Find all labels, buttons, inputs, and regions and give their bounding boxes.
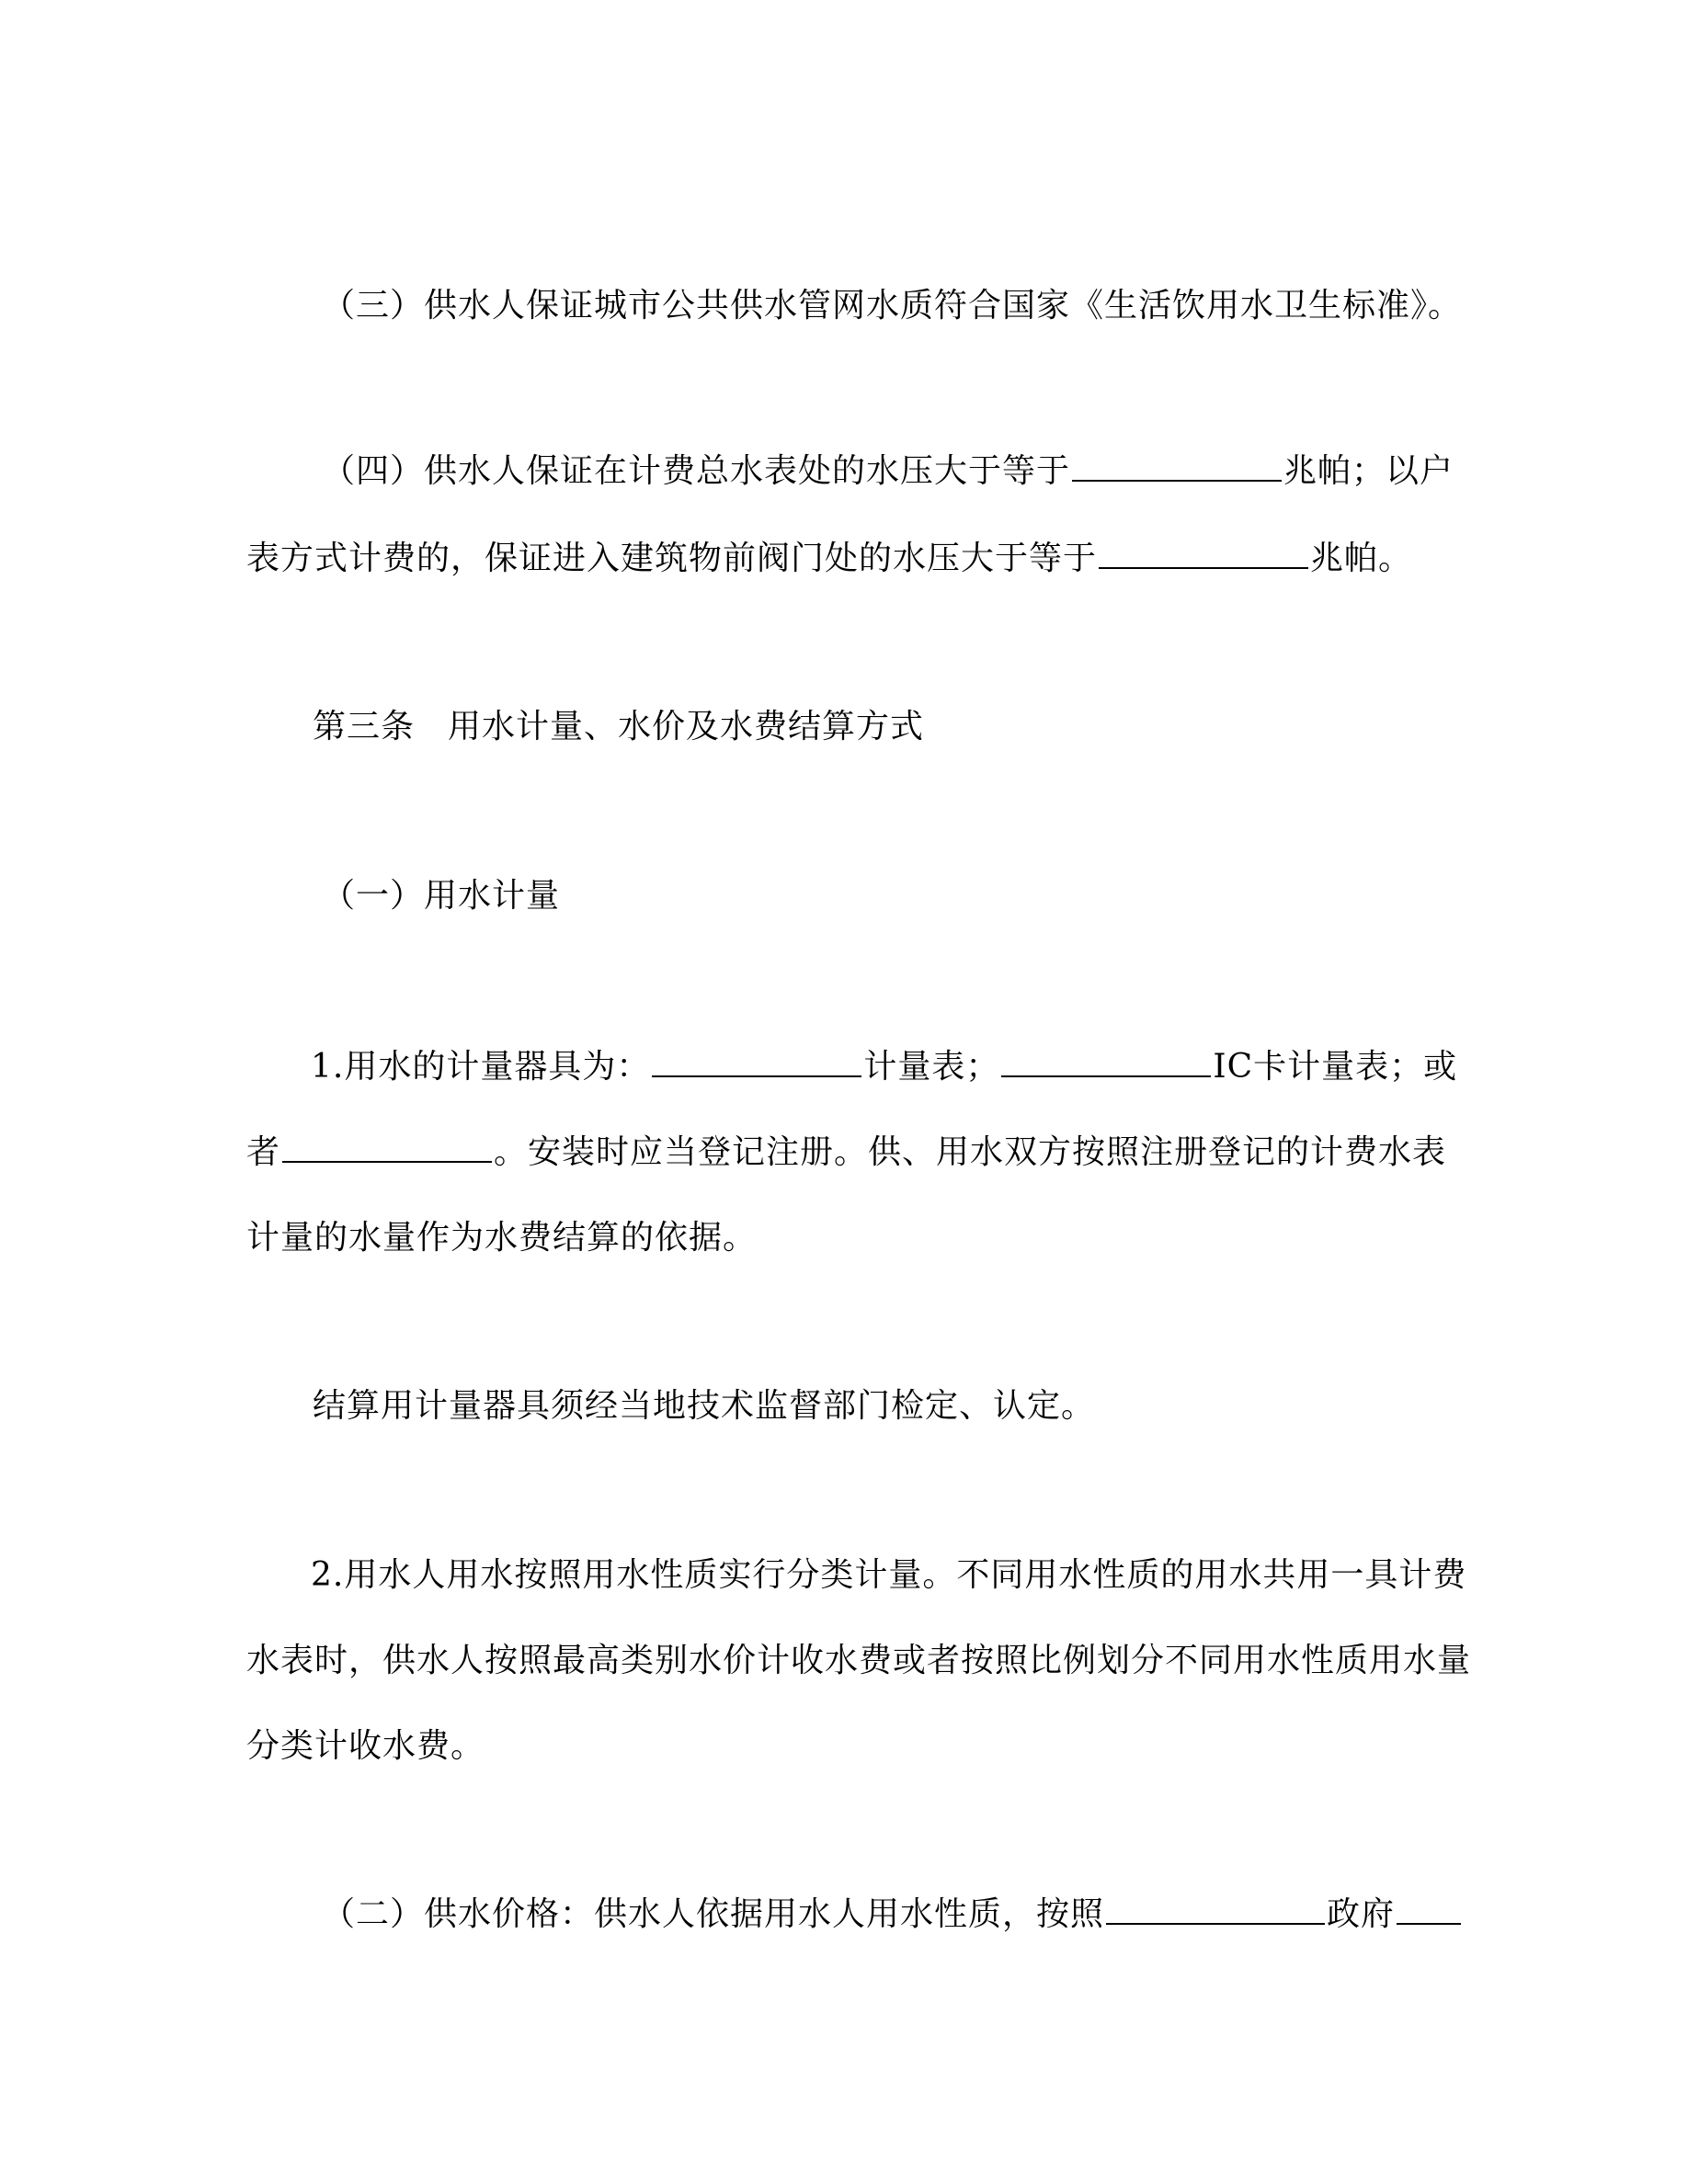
paragraph-4-text-d: 兆帕。 xyxy=(1310,540,1413,577)
trailing-blank xyxy=(1397,1892,1461,1925)
item-2-line-3 xyxy=(0,1723,1688,1769)
item-2-text-b: 水表时，供水人按照最高类别水价计收水费或者按照比例划分不同用水性质用水量 xyxy=(246,1642,1472,1679)
pressure-meter-blank xyxy=(1072,449,1282,482)
meter-type-blank xyxy=(652,1044,861,1077)
item-1-line-1 xyxy=(0,1044,1688,1090)
pressure-building-blank xyxy=(1099,536,1308,569)
paragraph-3 xyxy=(0,283,1688,329)
item-1-note xyxy=(0,1383,1688,1429)
paragraph-4-text-c: 表方式计费的，保证进入建筑物前阀门处的水压大于等于 xyxy=(246,540,1098,577)
section-1-text: （一）用水计量 xyxy=(322,877,561,915)
item-1-text-c: IC卡计量表；或 xyxy=(1213,1048,1458,1086)
item-1-text-a: 1.用水的计量器具为： xyxy=(311,1048,651,1086)
paragraph-4-line-2 xyxy=(0,536,1688,582)
item-1-line-3 xyxy=(0,1215,1688,1261)
paragraph-3-text: （三）供水人保证城市公共供水管网水质符合国家《生活饮用水卫生标准》。 xyxy=(322,287,1463,324)
item-1-line-2 xyxy=(0,1130,1688,1176)
government-price-blank xyxy=(1106,1892,1325,1925)
item-2-line-1 xyxy=(0,1553,1688,1598)
article-3-heading xyxy=(0,704,1688,750)
paragraph-4-text-a: （四）供水人保证在计费总水表处的水压大于等于 xyxy=(322,452,1071,490)
section-2-text-a: （二）供水价格：供水人依据用水人用水性质，按照 xyxy=(322,1895,1105,1933)
ic-card-meter-blank xyxy=(1001,1044,1211,1077)
item-1-note-text: 结算用计量器具须经当地技术监督部门检定、认定。 xyxy=(313,1387,1096,1425)
paragraph-4-line-1 xyxy=(0,449,1688,495)
section-1-heading xyxy=(0,873,1688,919)
item-2-text-c: 分类计收水费。 xyxy=(246,1727,485,1765)
section-2-line-1 xyxy=(0,1892,1688,1938)
item-2-line-2 xyxy=(0,1638,1688,1684)
item-1-text-f: 计量的水量作为水费结算的依据。 xyxy=(246,1219,758,1257)
item-2-text-a: 2.用水人用水按照用水性质实行分类计量。不同用水性质的用水共用一具计费 xyxy=(311,1556,1467,1594)
item-1-text-d: 者 xyxy=(246,1133,281,1171)
other-meter-blank xyxy=(282,1130,492,1163)
item-1-text-b: 计量表； xyxy=(863,1048,1000,1086)
paragraph-4-text-b: 兆帕；以户 xyxy=(1283,452,1454,490)
item-1-text-e: 。安装时应当登记注册。供、用水双方按照注册登记的计费水表 xyxy=(494,1133,1447,1171)
article-3-number: 第三条 xyxy=(313,708,416,745)
section-2-text-b: 政府 xyxy=(1327,1895,1396,1933)
article-3-title: 用水计量、水价及水费结算方式 xyxy=(448,708,925,745)
